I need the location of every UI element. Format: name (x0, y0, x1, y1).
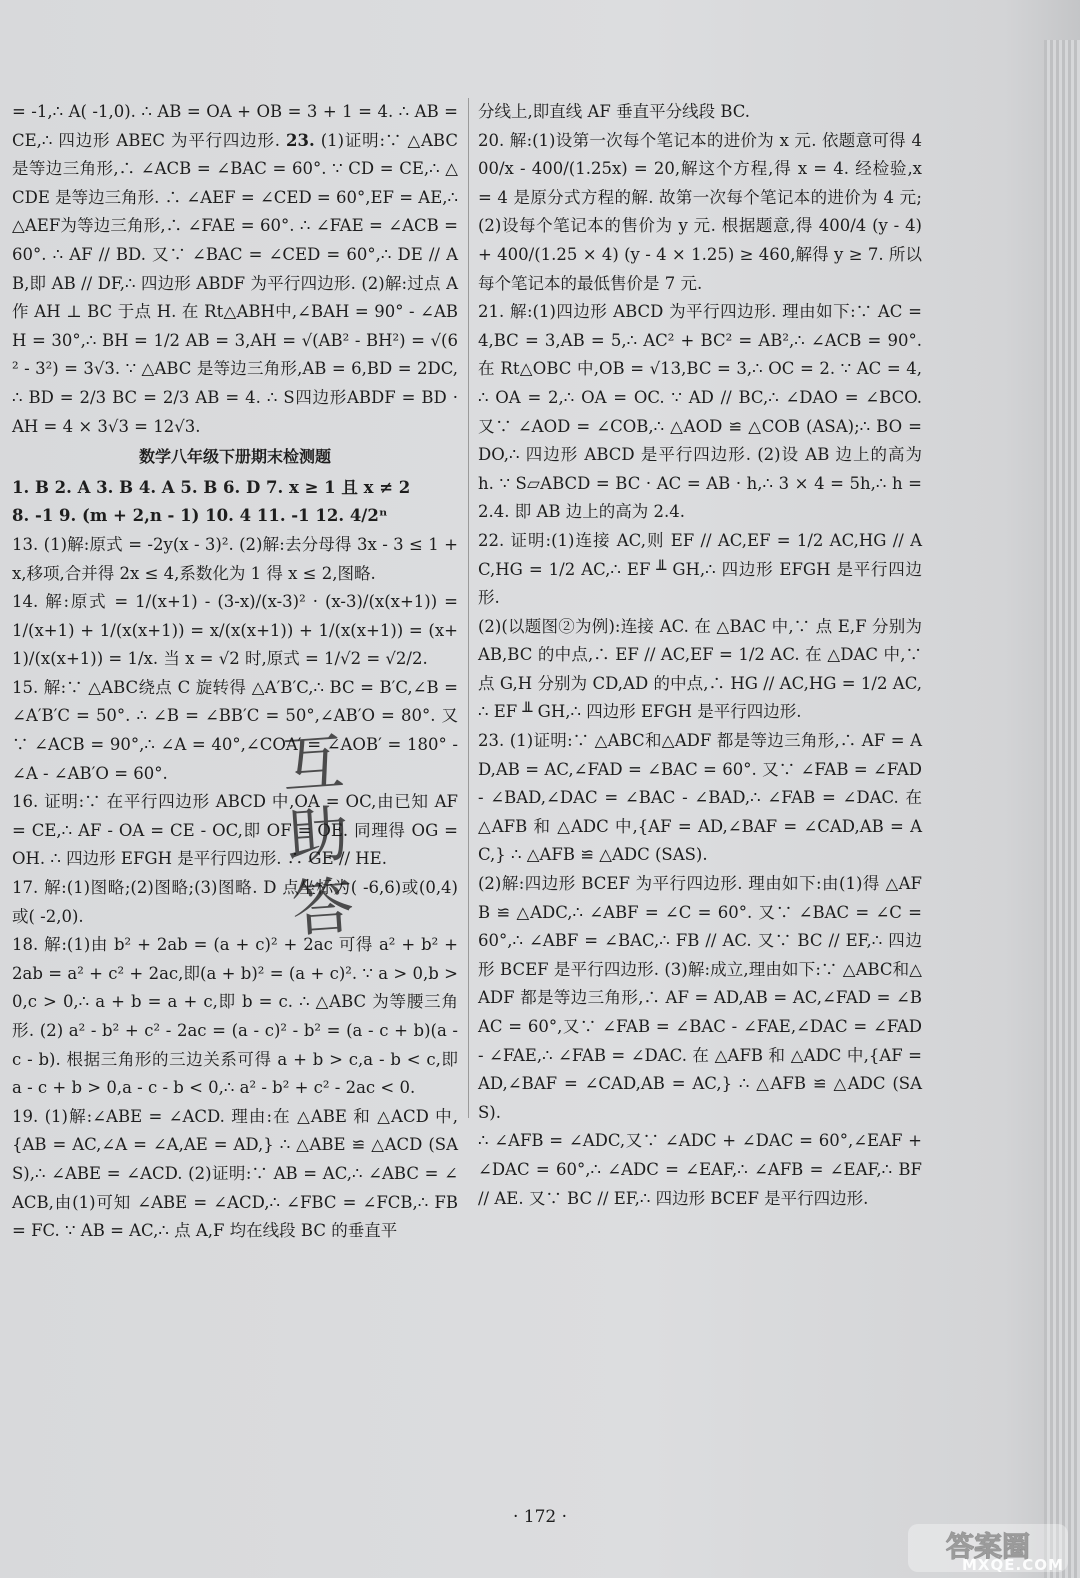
answer-paragraph: 15. 解:∵ △ABC绕点 C 旋转得 △A′B′C,∴ BC = B′C,∠B = ∠A′B′C = 50°. ∴ ∠B = ∠BB′C = 50°,∠AB′O = 80°. 又∵ ∠ACB = 90°,∴ ∠A = 40°,∠COA′ = ∠AOB′ = 180° - ∠A - ∠AB′O = 60°. (12, 677, 458, 783)
right-column (478, 98, 922, 1213)
answer-paragraph (12, 98, 458, 441)
answer-paragraph: 23. (1)证明:∵ △ABC和△ADF 都是等边三角形,∴ AF = AD,AB = AC,∠FAD = ∠BAC = 60°. 又∵ ∠FAB = ∠FAD - ∠BAD,∠DAC = ∠BAC - ∠BAD,∴ ∠FAB = ∠DAC. 在 △AFB 和 △ADC 中,{AF = AD,∠BAF = ∠CAD,AB = AC,} ∴ △AFB ≌ △ADC (SAS). (478, 731, 922, 865)
answer-paragraph: 21. 解:(1)四边形 ABCD 为平行四边形. 理由如下:∵ AC = 4,BC = 3,AB = 5,∴ AC² + BC² = AB²,∴ ∠ACB = 90°. 在 Rt△OBC 中,OB = √13,BC = 3,∴ OC = 2. ∵ AC = 4,∴ OA = 2,∴ OA = OC. ∵ AD // BC,∴ ∠DAO = ∠BCO. 又∵ ∠AOD = ∠COB,∴ △AOD ≌ △COB (ASA);∴ BO = DO,∴ 四边形 ABCD 是平行四边形. (2)设 AB 边上的高为 h. ∵ S▱ABCD = BC · AC = AB · h,∴ 3 × 4 = 5h,∴ h = 2.4. 即 AB 边上的高为 2.4. (478, 302, 922, 522)
question-number: 23. (286, 130, 315, 150)
column-divider (468, 98, 469, 1118)
answer-paragraph: 19. (1)解:∠ABE = ∠ACD. 理由:在 △ABE 和 △ACD 中,{AB = AC,∠A = ∠A,AE = AD,} ∴ △ABE ≌ △ACD (SAS),∴ ∠ABE = ∠ACD. (2)证明:∵ AB = AC,∴ ∠ABC = ∠ACB,由(1)可知 ∠ABE = ∠ACD,∴ ∠FBC = ∠FCB,∴ FB = FC. ∵ AB = AC,∴ 点 A,F 均在线段 BC 的垂直平 (12, 1106, 458, 1241)
answer-paragraph: 18. 解:(1)由 b² + 2ab = (a + c)² + 2ac 可得 a² + b² + 2ab = a² + c² + 2ac,即(a + b)² = (a + c)². ∵ a > 0,b > 0,c > 0,∴ a + b = a + c,即 b = c. ∴ △ABC 为等腰三角形. (2) a² - b² + c² - 2ac = (a - c)² - b² = (a - c + b)(a - c - b). 根据三角形的三边关系可得 a + b > c,a - b < c,即 a - c + b > 0,a - c - b < 0,∴ a² - b² + c² - 2ac < 0. (12, 935, 458, 1098)
answer-line: 8. -1 9. (m + 2,n - 1) 10. 4 11. -1 12. 4/2ⁿ (12, 506, 388, 526)
book-page-edge (1044, 40, 1080, 1578)
answer-paragraph: (2)解:四边形 BCEF 为平行四边形. 理由如下:由(1)得 △AFB ≌ △ADC,∴ ∠ABF = ∠C = 60°. 又∵ ∠BAC = ∠C = 60°,∴ ∠ABF = ∠BAC,∴ FB // AC. 又∵ BC // EF,∴ 四边形 BCEF 是平行四边形. (3)解:成立,理由如下:∵ △ABC和△ADF 都是等边三角形,∴ AF = AD,AB = AC,∠FAD = ∠BAC = 60°,又∵ ∠FAB = ∠BAC - ∠FAE,∠DAC = ∠FAD - ∠FAE,∴ ∠FAB = ∠DAC. 在 △AFB 和 △ADC 中,{AF = AD,∠BAF = ∠CAD,AB = AC,} ∴ △AFB ≌ △ADC (SAS). (478, 874, 922, 1122)
answer-paragraph: ∴ ∠AFB = ∠ADC,又∵ ∠ADC + ∠DAC = 60°,∠EAF + ∠DAC = 60°,∴ ∠ADC = ∠EAF,∴ ∠AFB = ∠EAF,∴ BF // AE. 又∵ BC // EF,∴ 四边形 BCEF 是平行四边形. (478, 1131, 922, 1208)
answer-paragraph: 20. 解:(1)设第一次每个笔记本的进价为 x 元. 依题意可得 400/x - 400/(1.25x) = 20,解这个方程,得 x = 4. 经检验,x = 4 是原分式方程的解. 故第一次每个笔记本的进价为 4 元;(2)设每个笔记本的售价为 y 元. 根据题意,得 400/4 (y - 4) + 400/(1.25 × 4) (y - 4 × 1.25) ≥ 460,解得 y ≥ 7. 所以每个笔记本的最低售价是 7 元. (478, 130, 922, 293)
answer-paragraph: 分线上,即直线 AF 垂直平分线段 BC. (478, 102, 751, 121)
answer-paragraph: 16. 证明:∵ 在平行四边形 ABCD 中,OA = OC,由已知 AF = CE,∴ AF - OA = CE - OC,即 OF = OE. 同理得 OG = OH. ∴ 四边形 EFGH 是平行四边形. ∴ GE // HE. (12, 792, 458, 869)
left-column (12, 98, 458, 1246)
answer-line: 1. B 2. A 3. B 4. A 5. B 6. D 7. x ≥ 1 且 x ≠ 2 (12, 477, 411, 497)
paragraph-text: (1)证明:∵ △ABC是等边三角形,∴ ∠ACB = ∠BAC = 60°. ∵ CD = CE,∴ △CDE 是等边三角形. ∴ ∠AEF = ∠CED = 60°,EF = AE,∴ △AEF为等边三角形,∴ ∠FAE = 60°. ∴ ∠FAE = ∠ACB = 60°. ∴ AF // BD. 又∵ ∠BAC = ∠CED = 60°,∴ DE // AB,即 AB // DF,∴ 四边形 ABDF 为平行四边形. (2)解:过点 A 作 AH ⊥ BC 于点 H. 在 Rt△ABH中,∠BAH = 90° - ∠ABH = 30°,∴ BH = 1/2 AB = 3,AH = √(AB² - BH²) = √(6² - 3²) = 3√3. ∵ △ABC 是等边三角形,AB = 6,BD = 2DC,∴ BD = 2/3 BC = 2/3 AB = 4. ∴ S四边形ABDF = BD · AH = 4 × 3√3 = 12√3. (12, 130, 458, 436)
answer-paragraph: (2)(以题图②为例):连接 AC. 在 △BAC 中,∵ 点 E,F 分别为 AB,BC 的中点,∴ EF // AC,EF = 1/2 AC. 在 △DAC 中,∵ 点 G,H 分别为 CD,AD 的中点,∴ HG // AC,HG = 1/2 AC,∴ EF ╨ GH,∴ 四边形 EFGH 是平行四边形. (478, 616, 922, 722)
svg-text:答案圈: 答案圈 (945, 1530, 1031, 1563)
watermark-url: MXQE.COM (962, 1556, 1064, 1574)
answer-paragraph: 13. (1)解:原式 = -2y(x - 3)². (2)解:去分母得 3x - 3 ≤ 1 + x,移项,合并得 2x ≤ 4,系数化为 1 得 x ≤ 2,图略. (12, 534, 458, 583)
answer-paragraph: 14. 解:原式 = 1/(x+1) - (3-x)/(x-3)² · (x-3)/(x(x+1)) = 1/(x+1) + 1/(x(x+1)) = x/(x(x+1)) + 1/(x(x+1)) = (x+1)/(x(x+1)) = 1/x. 当 x = √2 时,原式 = 1/√2 = √2/2. (12, 592, 458, 669)
section-title: 数学八年级下册期末检测题 (138, 447, 331, 467)
page-number: · 172 · (512, 1507, 568, 1527)
paragraph-text: = -1,∴ A( -1,0). ∴ AB = OA + OB = 3 + 1 = 4. ∴ AB = CE,∴ 四边形 ABEC 为平行四边形. (12, 102, 458, 150)
handwritten-annotation: 互助答 (279, 725, 357, 946)
answer-paragraph: 17. 解:(1)图略;(2)图略;(3)图略. D 点坐标为( -6,6)或(0,4)或( -2,0). (12, 878, 458, 926)
answer-paragraph: 22. 证明:(1)连接 AC,则 EF // AC,EF = 1/2 AC,HG // AC,HG = 1/2 AC,∴ EF ╨ GH,∴ 四边形 EFGH 是平行四边形. (478, 530, 922, 608)
